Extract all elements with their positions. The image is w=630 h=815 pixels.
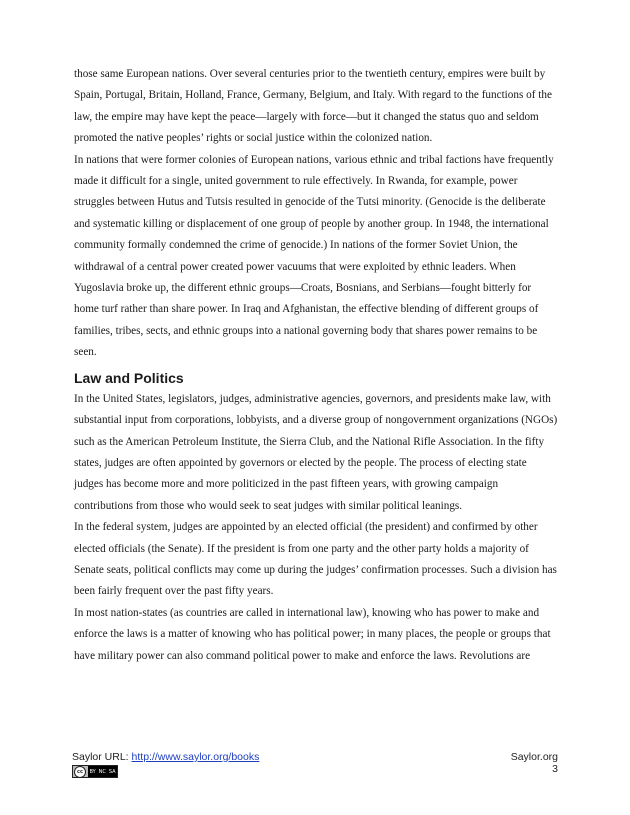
document-body [74,64,558,667]
page-footer [72,751,558,778]
page-number: 3 [552,763,558,775]
creative-commons-license-icon[interactable]: cc BY NC SA [72,765,118,778]
footer-publisher: Saylor.org [510,751,558,763]
paragraph-3: In the United States, legislators, judges, administrative agencies, governors, and presidents make law, with substantial input from corporations, lobbyists, and a diverse group of nongovernment organizations (NGOs) such as the American Petroleum Institute, the Sierra Club, and the National Rifle Association. In the fifty states, judges are often appointed by governors or elected by the people. The process of electing state judges has become more and more politicized in the past fifteen years, with growing campaign contributions from those who would seek to seat judges with similar political leanings. [74,392,558,512]
section-heading: Law and Politics [74,369,184,386]
footer-url-label: Saylor URL: [72,751,132,763]
paragraph-1: those same European nations. Over several centuries prior to the twentieth century, empires were built by Spain, Portugal, Britain, Holland, France, Germany, Belgium, and Italy. With regard to the functions of the law, the empire may have kept the peace—largely with force—but it changed the status quo and seldom promoted the native peoples’ rights or social justice within the colonized nation. [74,68,552,145]
paragraph-4: In the federal system, judges are appointed by an elected official (the president) and confirmed by other elected officials (the Senate). If the president is from one party and the other party holds a majority of Senate seats, political conflicts may come up during the judges’ confirmation processes. Such a division has been fairly frequent over the past fifty years. [74,521,557,598]
saylor-books-link[interactable]: http://www.saylor.org/books [131,751,260,763]
paragraph-2: In nations that were former colonies of European nations, various ethnic and tribal factions have frequently made it difficult for a single, united government to rule effectively. In Rwanda, for example, power struggles between Hutus and Tutsis resulted in genocide of the Tutsi minority. (Genocide is the deliberate and systematic killing or displacement of one group of people by another group. In 1948, the international community formally condemned the crime of genocide.) In nations of the former Soviet Union, the withdrawal of a central power created power vacuums that were exploited by ethnic leaders. When Yugoslavia broke up, the different ethnic groups—Croats, Bosnians, and Serbians—fought bitterly for home turf rather than share power. In Iraq and Afghanistan, the effective blending of different groups of families, tribes, sects, and ethnic groups into a national governing body that shares power remains to be seen. [74,153,554,359]
paragraph-5: In most nation-states (as countries are called in international law), knowing who has power to make and enforce the laws is a matter of knowing who has political power; in many places, the people or groups that have military power can also command political power to make and enforce the laws. Revolutions are [74,606,551,662]
footer-source [72,751,259,763]
